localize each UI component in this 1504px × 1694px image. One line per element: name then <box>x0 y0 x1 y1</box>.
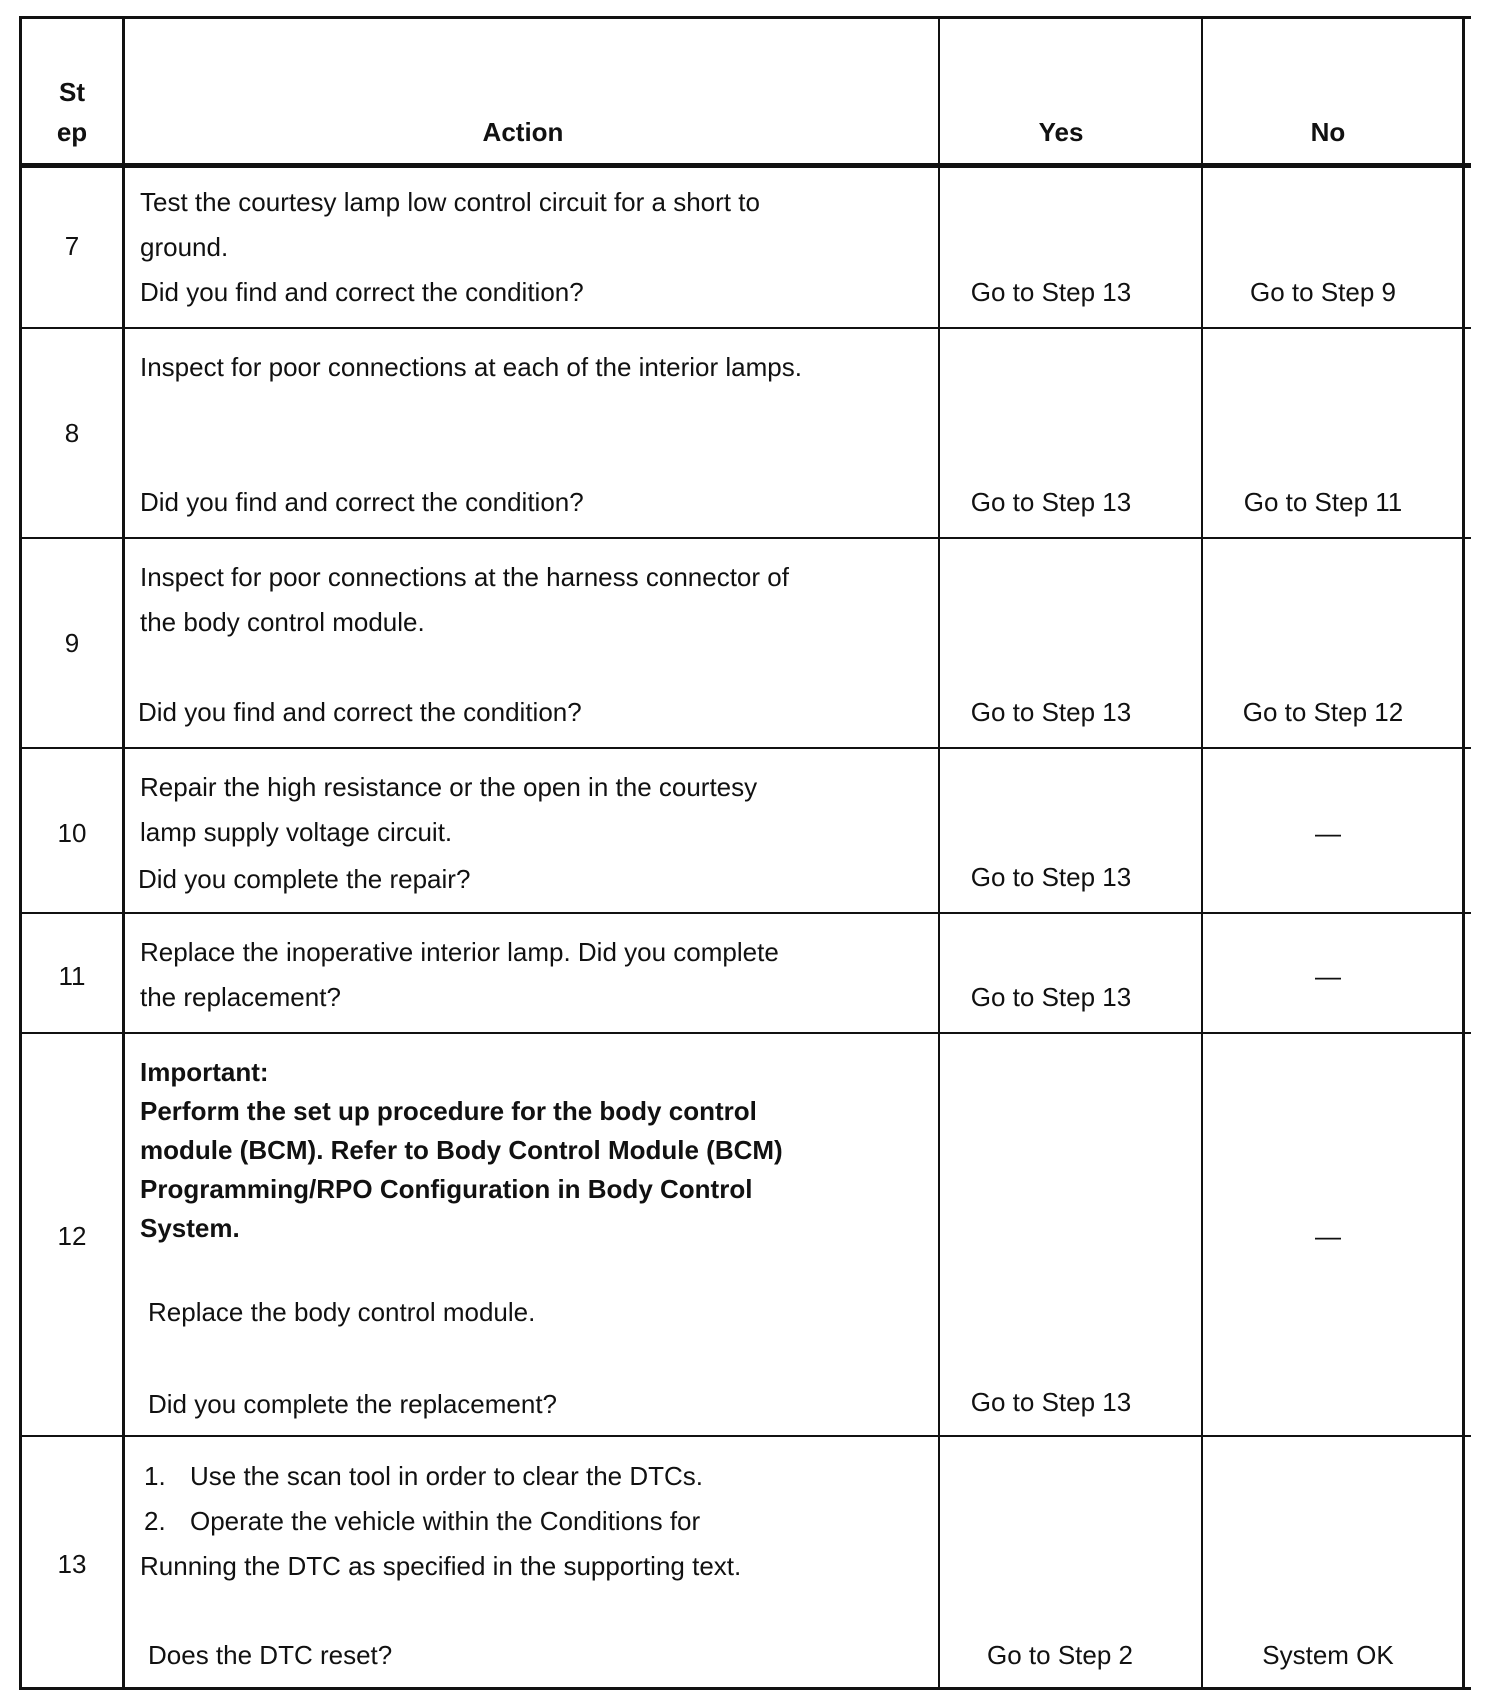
yes-result: Go to Step 13 <box>970 277 1132 307</box>
action-text: Replace the inoperative interior lamp. Did you complete <box>140 937 779 967</box>
important-heading: Important: <box>140 1057 269 1087</box>
step-number: 8 <box>64 418 80 448</box>
row-divider <box>19 327 1471 329</box>
row-divider <box>19 747 1471 749</box>
column-divider <box>1201 16 1203 1690</box>
row-divider <box>19 1435 1471 1437</box>
header-action: Action <box>482 117 564 147</box>
important-text: Perform the set up procedure for the body control <box>140 1096 757 1126</box>
action-question: Did you complete the repair? <box>138 864 471 894</box>
step-number: 13 <box>57 1549 87 1579</box>
table-border-right <box>1462 16 1465 1690</box>
column-divider <box>938 16 940 1690</box>
no-result: Go to Step 12 <box>1242 697 1404 727</box>
step-number: 12 <box>57 1221 87 1251</box>
table-border-bottom <box>19 1687 1471 1690</box>
no-result: — <box>1315 818 1341 848</box>
no-result: System OK <box>1262 1640 1394 1670</box>
yes-result: Go to Step 2 <box>987 1640 1133 1670</box>
action-text: Running the DTC as specified in the supporting text. <box>140 1551 742 1581</box>
action-question: Does the DTC reset? <box>148 1640 393 1670</box>
header-yes: Yes <box>1038 117 1084 147</box>
yes-result: Go to Step 13 <box>970 487 1132 517</box>
yes-result: Go to Step 13 <box>970 862 1132 892</box>
row-divider <box>19 912 1471 914</box>
yes-result: Go to Step 13 <box>970 982 1132 1012</box>
action-text: ground. <box>140 232 229 262</box>
yes-result: Go to Step 13 <box>970 697 1132 727</box>
step-number: 7 <box>64 231 80 261</box>
action-text: Test the courtesy lamp low control circuit for a short to <box>140 187 760 217</box>
action-text: Inspect for poor connections at the harness connector of <box>140 562 789 592</box>
action-question: the replacement? <box>140 982 341 1012</box>
action-question: Did you find and correct the condition? <box>140 487 584 517</box>
no-result: — <box>1315 961 1341 991</box>
action-text: lamp supply voltage circuit. <box>140 817 453 847</box>
list-item-text: Operate the vehicle within the Conditions for <box>190 1506 701 1536</box>
action-text: Inspect for poor connections at each of the interior lamps. <box>140 352 802 382</box>
important-text: Programming/RPO Configuration in Body Control <box>140 1174 753 1204</box>
yes-result: Go to Step 13 <box>970 1387 1132 1417</box>
action-question: Did you find and correct the condition? <box>140 277 584 307</box>
header-bottom-rule <box>19 163 1471 168</box>
header-no: No <box>1310 117 1346 147</box>
row-divider <box>19 1032 1471 1034</box>
list-number: 2. <box>144 1506 166 1536</box>
step-number: 9 <box>64 628 80 658</box>
no-result: Go to Step 11 <box>1243 487 1403 517</box>
important-text: module (BCM). Refer to Body Control Module (BCM) <box>140 1135 783 1165</box>
important-text: System. <box>140 1213 240 1243</box>
no-result: — <box>1315 1221 1341 1251</box>
action-text: Repair the high resistance or the open in the courtesy <box>140 772 758 802</box>
header-step-line1: St <box>59 77 85 107</box>
table-border-left <box>19 16 22 1690</box>
action-question: Did you find and correct the condition? <box>138 697 582 727</box>
list-item-text: Use the scan tool in order to clear the DTCs. <box>190 1461 704 1491</box>
column-divider <box>122 16 125 1690</box>
list-number: 1. <box>144 1461 166 1491</box>
no-result: Go to Step 9 <box>1250 277 1396 307</box>
action-text: the body control module. <box>140 607 425 637</box>
table-border-top <box>19 16 1471 19</box>
action-text: Replace the body control module. <box>148 1297 536 1327</box>
step-number: 11 <box>58 961 86 991</box>
row-divider <box>19 537 1471 539</box>
step-number: 10 <box>57 818 87 848</box>
header-step-line2: ep <box>56 117 88 147</box>
action-question: Did you complete the replacement? <box>148 1389 558 1419</box>
